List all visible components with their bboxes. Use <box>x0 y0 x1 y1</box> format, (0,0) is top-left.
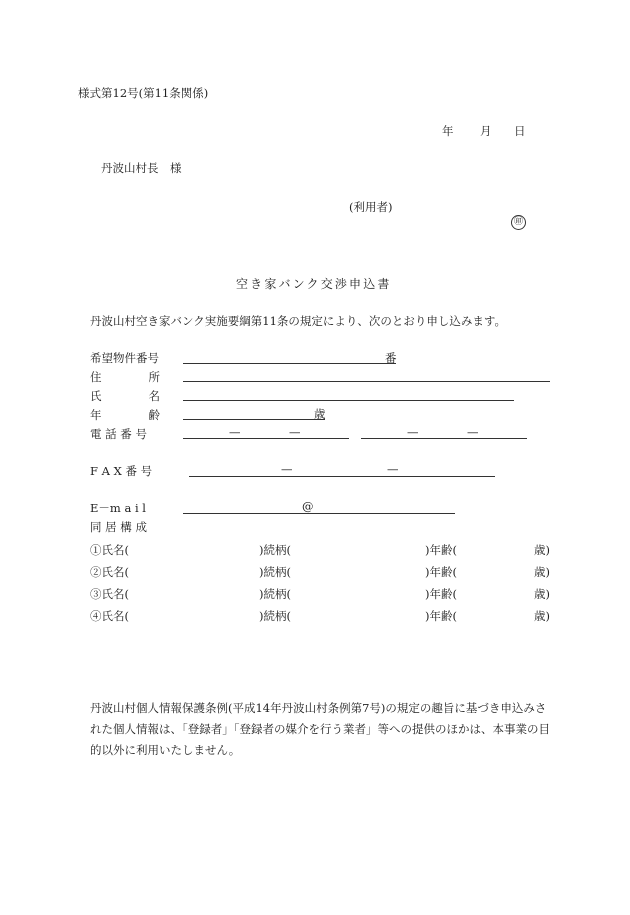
fax-label: F A X 番 号 <box>90 464 153 478</box>
form-title: 空き家バンク交渉申込書 <box>236 277 392 291</box>
household-age-unit: 歳) <box>534 543 550 557</box>
fax-dash-2: — <box>387 462 399 476</box>
household-age-label: )年齢( <box>425 609 457 623</box>
household-relation-label: )続柄( <box>259 565 291 579</box>
phone-field-1[interactable] <box>183 438 349 439</box>
date-year-label: 年 <box>442 124 454 138</box>
addressee: 丹波山村長 様 <box>101 161 182 175</box>
applicant-label: (利用者) <box>349 200 393 214</box>
household-relation-label: )続柄( <box>259 587 291 601</box>
age-field[interactable] <box>183 419 325 420</box>
fax-dash-1: — <box>281 462 293 476</box>
address-field[interactable] <box>183 381 550 382</box>
household-age-unit: 歳) <box>534 587 550 601</box>
household-age-label: )年齢( <box>425 543 457 557</box>
privacy-notice: 丹波山村個人情報保護条例(平成14年丹波山村条例第7号)の規定の趣旨に基づき申込みされた個人情報は、「登録者」「登録者の媒介を行う業者」等への提供のほかは、本事業の目的以外に利用いたしません。 <box>90 701 550 757</box>
email-label: E－m a i l <box>90 501 146 515</box>
household-name-label: ①氏名( <box>90 543 129 557</box>
household-age-label: )年齢( <box>425 565 457 579</box>
date-month-label: 月 <box>480 124 492 138</box>
household-name-label: ③氏名( <box>90 587 129 601</box>
household-age-unit: 歳) <box>534 609 550 623</box>
date-day-label: 日 <box>514 124 526 138</box>
name-field[interactable] <box>183 400 514 401</box>
phone-dash-2: — <box>289 425 301 439</box>
age-label: 年 齢 <box>90 408 160 422</box>
household-relation-label: )続柄( <box>259 543 291 557</box>
email-field[interactable] <box>183 513 455 514</box>
email-at-sign: @ <box>302 499 314 513</box>
household-name-label: ②氏名( <box>90 565 129 579</box>
household-age-unit: 歳) <box>534 565 550 579</box>
address-label: 住 所 <box>90 370 160 384</box>
household-age-label: )年齢( <box>425 587 457 601</box>
phone-dash-4: — <box>467 425 479 439</box>
property-number-field[interactable] <box>183 363 396 364</box>
intro-text: 丹波山村空き家バンク実施要綱第11条の規定により、次のとおり申し込みます。 <box>90 314 506 328</box>
household-relation-label: )続柄( <box>259 609 291 623</box>
phone-dash-3: — <box>407 425 419 439</box>
property-number-suffix: 番 <box>385 351 397 365</box>
name-label: 氏 名 <box>90 389 160 403</box>
age-suffix: 歳 <box>314 407 326 421</box>
phone-label: 電 話 番 号 <box>90 427 147 441</box>
household-name-label: ④氏名( <box>90 609 129 623</box>
phone-field-2[interactable] <box>361 438 527 439</box>
fax-field[interactable] <box>189 476 495 477</box>
household-label: 同 居 構 成 <box>90 520 147 534</box>
form-number: 様式第12号(第11条関係) <box>78 86 209 100</box>
property-number-label: 希望物件番号 <box>90 351 159 365</box>
phone-dash-1: — <box>229 425 241 439</box>
seal-mark: ㊞ <box>511 215 526 230</box>
